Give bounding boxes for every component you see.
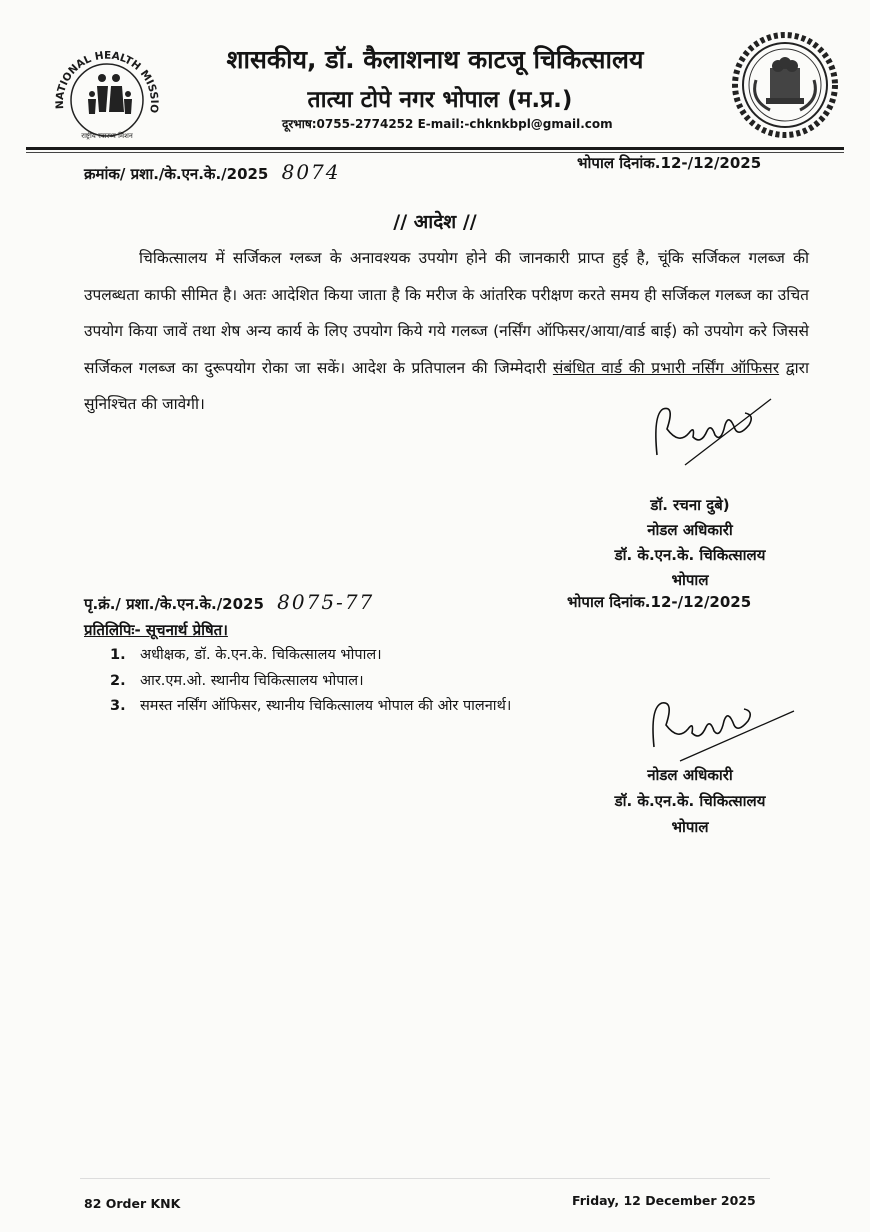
handwritten-signature-1: [645, 385, 775, 470]
copy-recipient-list: [110, 643, 511, 720]
order-reference: [84, 160, 341, 184]
signatory-block-2: [560, 762, 820, 840]
copy-ref-number-handwritten: 8075-77: [277, 590, 375, 614]
hospital-address: तात्या टोपे नगर भोपाल (म.प्र.): [307, 87, 573, 113]
signatory-designation: नोडल अधिकारी: [647, 766, 733, 784]
order-body-part2: द्वारा सुनिश्चित की जावेगी।: [84, 358, 809, 413]
order-ref-label: क्रमांक/ प्रशा./के.एन.के./2025: [84, 165, 269, 183]
hospital-name: शासकीय, डॉ. कैलाशनाथ काटजू चिकित्सालय: [226, 45, 644, 74]
list-item: 3. समस्त नर्सिंग ऑफिसर, स्थानीय चिकित्सालय भोपाल की ओर पालनार्थ।: [110, 698, 512, 714]
list-item: 1. अधीक्षक, डॉ. के.एन.के. चिकित्सालय भोपाल।: [110, 647, 382, 663]
footer-date: Friday, 12 December 2025: [572, 1193, 756, 1208]
order-body-part1: चिकित्सालय में सर्जिकल ग्लब्ज के अनावश्यक उपयोग होने की जानकारी प्राप्त हुई है, चूंकि सर्जिकल गलब्ज की उपलब्धता काफी सीमित है। अतः आदेशित किया जाता है कि मरीज के आंतरिक परीक्षण करते समय ही सर्जिकल गलब्ज का उचित उपयोग किया जावें तथा शेष अन्य कार्य के लिए उपयोग किये गये गलब्ज (नर्सिंग ऑफिसर/आया/वार्ड बाई) को उपयोग करे जिससे सर्जिकल गलब्ज का दुरूपयोग रोका जा सकें। आदेश के प्रतिपालन की जिम्मेदारी: [84, 249, 809, 377]
signatory-city: भोपाल: [671, 571, 709, 589]
logo-ring-text: NATIONAL HEALTH MISSIO: [53, 49, 161, 114]
copy-heading: प्रतिलिपिः- सूचनार्थ प्रेषित।: [84, 621, 228, 639]
copy-date: भोपाल दिनांक.12-/12/2025: [567, 593, 752, 611]
signatory-city: भोपाल: [671, 818, 709, 836]
signatory-block-1: [560, 493, 820, 593]
signatory-name: डॉ. रचना दुबे): [650, 496, 730, 514]
header-divider: [26, 147, 844, 150]
handwritten-signature-2: [640, 685, 800, 765]
signatory-hospital: डॉ. के.एन.के. चिकित्सालय: [614, 792, 766, 810]
order-body-underlined: संबंधित वार्ड की प्रभारी नर्सिंग ऑफिसर: [552, 358, 780, 377]
footer-divider: [80, 1178, 770, 1179]
list-item: 2. आर.एम.ओ. स्थानीय चिकित्सालय भोपाल।: [110, 672, 364, 689]
contact-info: दूरभाष:0755-2774252 E-mail:-chknkbpl@gmail.com: [282, 117, 613, 131]
order-ref-number-handwritten: 8074: [281, 160, 341, 184]
logo-sub-text: राष्ट्रीय स्वास्थ्य मिशन: [81, 132, 133, 140]
copy-reference: [84, 590, 374, 614]
signatory-hospital: डॉ. के.एन.के. चिकित्सालय: [614, 546, 766, 564]
order-title: // आदेश //: [393, 211, 477, 233]
copy-ref-label: पृ.क्रं./ प्रशा./के.एन.के./2025: [84, 595, 264, 613]
order-date: भोपाल दिनांक.12-/12/2025: [577, 154, 762, 172]
footer-left-label: 82 Order KNK: [84, 1196, 181, 1211]
signatory-designation: नोडल अधिकारी: [647, 521, 733, 539]
